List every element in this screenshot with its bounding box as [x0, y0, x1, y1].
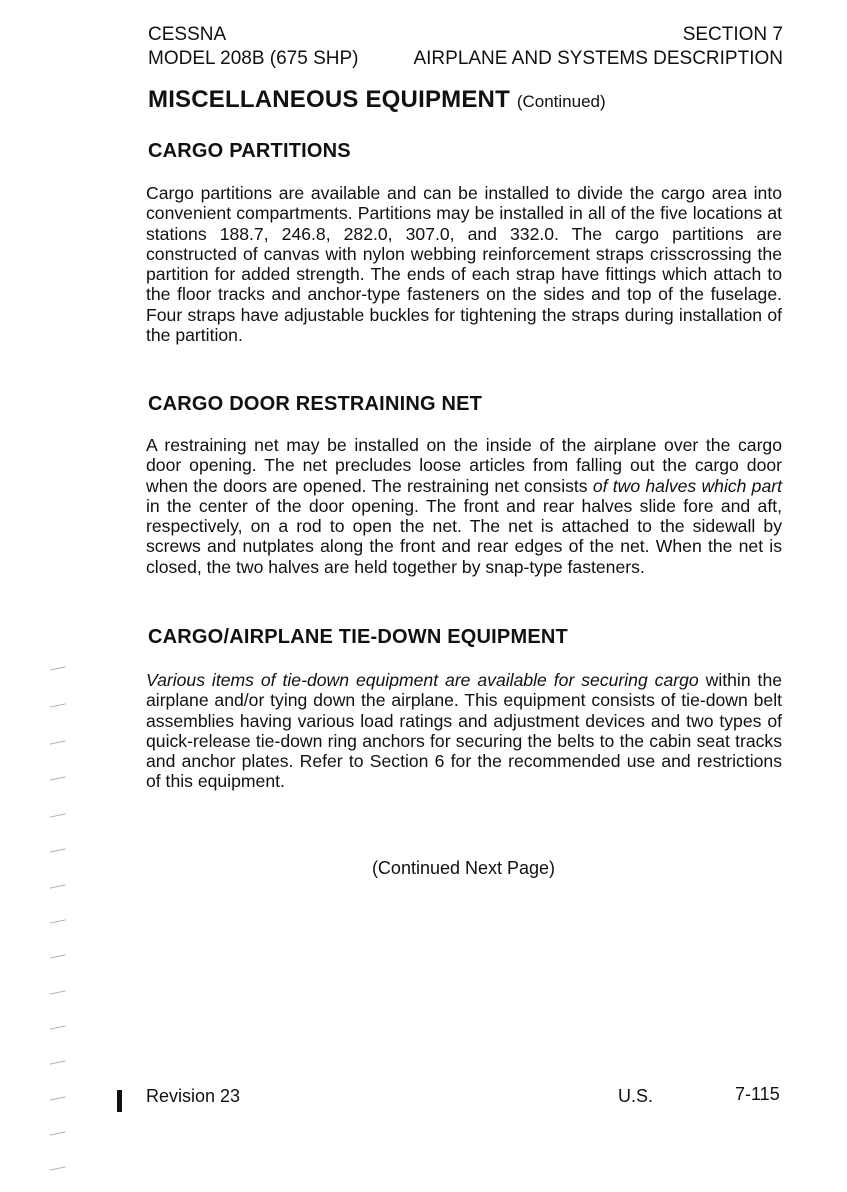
net-text-italic: of two halves which part — [592, 475, 782, 496]
revision-change-bar — [117, 1090, 122, 1112]
page-title-text: MISCELLANEOUS EQUIPMENT — [148, 86, 510, 113]
tiedown-text-part2: within the airplane and/or tying down the airplane. This equipment consists of tie-down belt assemblies having various load ratings and adjustment devices and two types of quick-release tie-down ring anchors for securing the belts to the cabin seat tracks and anchor plates. Refer to Section 6 for the recommended use and restrictions of this equipment. — [146, 670, 783, 792]
net-text-part2: in the center of the door opening. The front and rear halves slide fore and aft, respectively, on a rod to open the net. The net is attached to the sidewall by screws and nutplates along the front and rear edges of the net. When the net is closed, the two halves are held together by snap-type fasteners. — [146, 495, 782, 577]
paragraph-cargo-door-restraining-net — [146, 435, 782, 577]
binder-mark — [50, 990, 66, 997]
header-manufacturer: CESSNA — [148, 24, 227, 45]
tiedown-text-italic: Various items of tie-down equipment are available for securing cargo — [146, 670, 699, 690]
page-title-suffix: (Continued) — [516, 92, 606, 111]
binder-mark — [50, 703, 66, 710]
binder-mark — [50, 666, 66, 673]
binder-mark — [50, 954, 66, 961]
footer-revision: Revision 23 — [146, 1086, 241, 1106]
binder-mark — [50, 813, 66, 820]
header-section-title: AIRPLANE AND SYSTEMS DESCRIPTION — [413, 48, 783, 69]
binder-mark — [50, 848, 66, 855]
paragraph-cargo-partitions: Cargo partitions are available and can be installed to divide the cargo area into convenient compartments. Partitions may be installed in all of the five locations at stations 188.7, 246.8, 282.0, 307.0, and 332.0. The cargo partitions are constructed of canvas with nylon webbing reinforcement straps crisscrossing the partition for added strength. The ends of each strap have fittings which attach to the floor tracks and anchor-type fasteners on the sides and top of the fuselage. Four straps have adjustable buckles for tightening the straps during installation of the partition. — [146, 183, 782, 346]
binder-mark — [50, 919, 66, 926]
page-title — [148, 86, 606, 114]
heading-cargo-door-restraining-net: CARGO DOOR RESTRAINING NET — [148, 393, 483, 415]
binder-mark — [50, 1096, 66, 1103]
binder-mark — [50, 1025, 66, 1032]
binder-mark — [50, 1131, 66, 1138]
binder-mark — [50, 1166, 66, 1173]
heading-cargo-partitions: CARGO PARTITIONS — [148, 140, 351, 162]
paragraph-tie-down-equipment — [146, 670, 782, 792]
heading-tie-down-equipment: CARGO/AIRPLANE TIE-DOWN EQUIPMENT — [148, 626, 568, 648]
header-model: MODEL 208B (675 SHP) — [148, 48, 359, 69]
binder-mark — [50, 776, 66, 783]
footer-region: U.S. — [618, 1086, 654, 1106]
binder-mark — [50, 884, 66, 891]
footer-page-number: 7-115 — [735, 1084, 780, 1104]
binder-mark — [50, 1060, 66, 1067]
header-section: SECTION 7 — [682, 24, 783, 45]
continued-next-page: (Continued Next Page) — [371, 858, 556, 878]
net-text-part1: A restraining net may be installed on the inside of the airplane over the cargo door opening. The net precludes loose articles from falling out the cargo door when the doors are opened. The restraining net consists — [146, 435, 782, 496]
binder-mark — [50, 740, 66, 747]
